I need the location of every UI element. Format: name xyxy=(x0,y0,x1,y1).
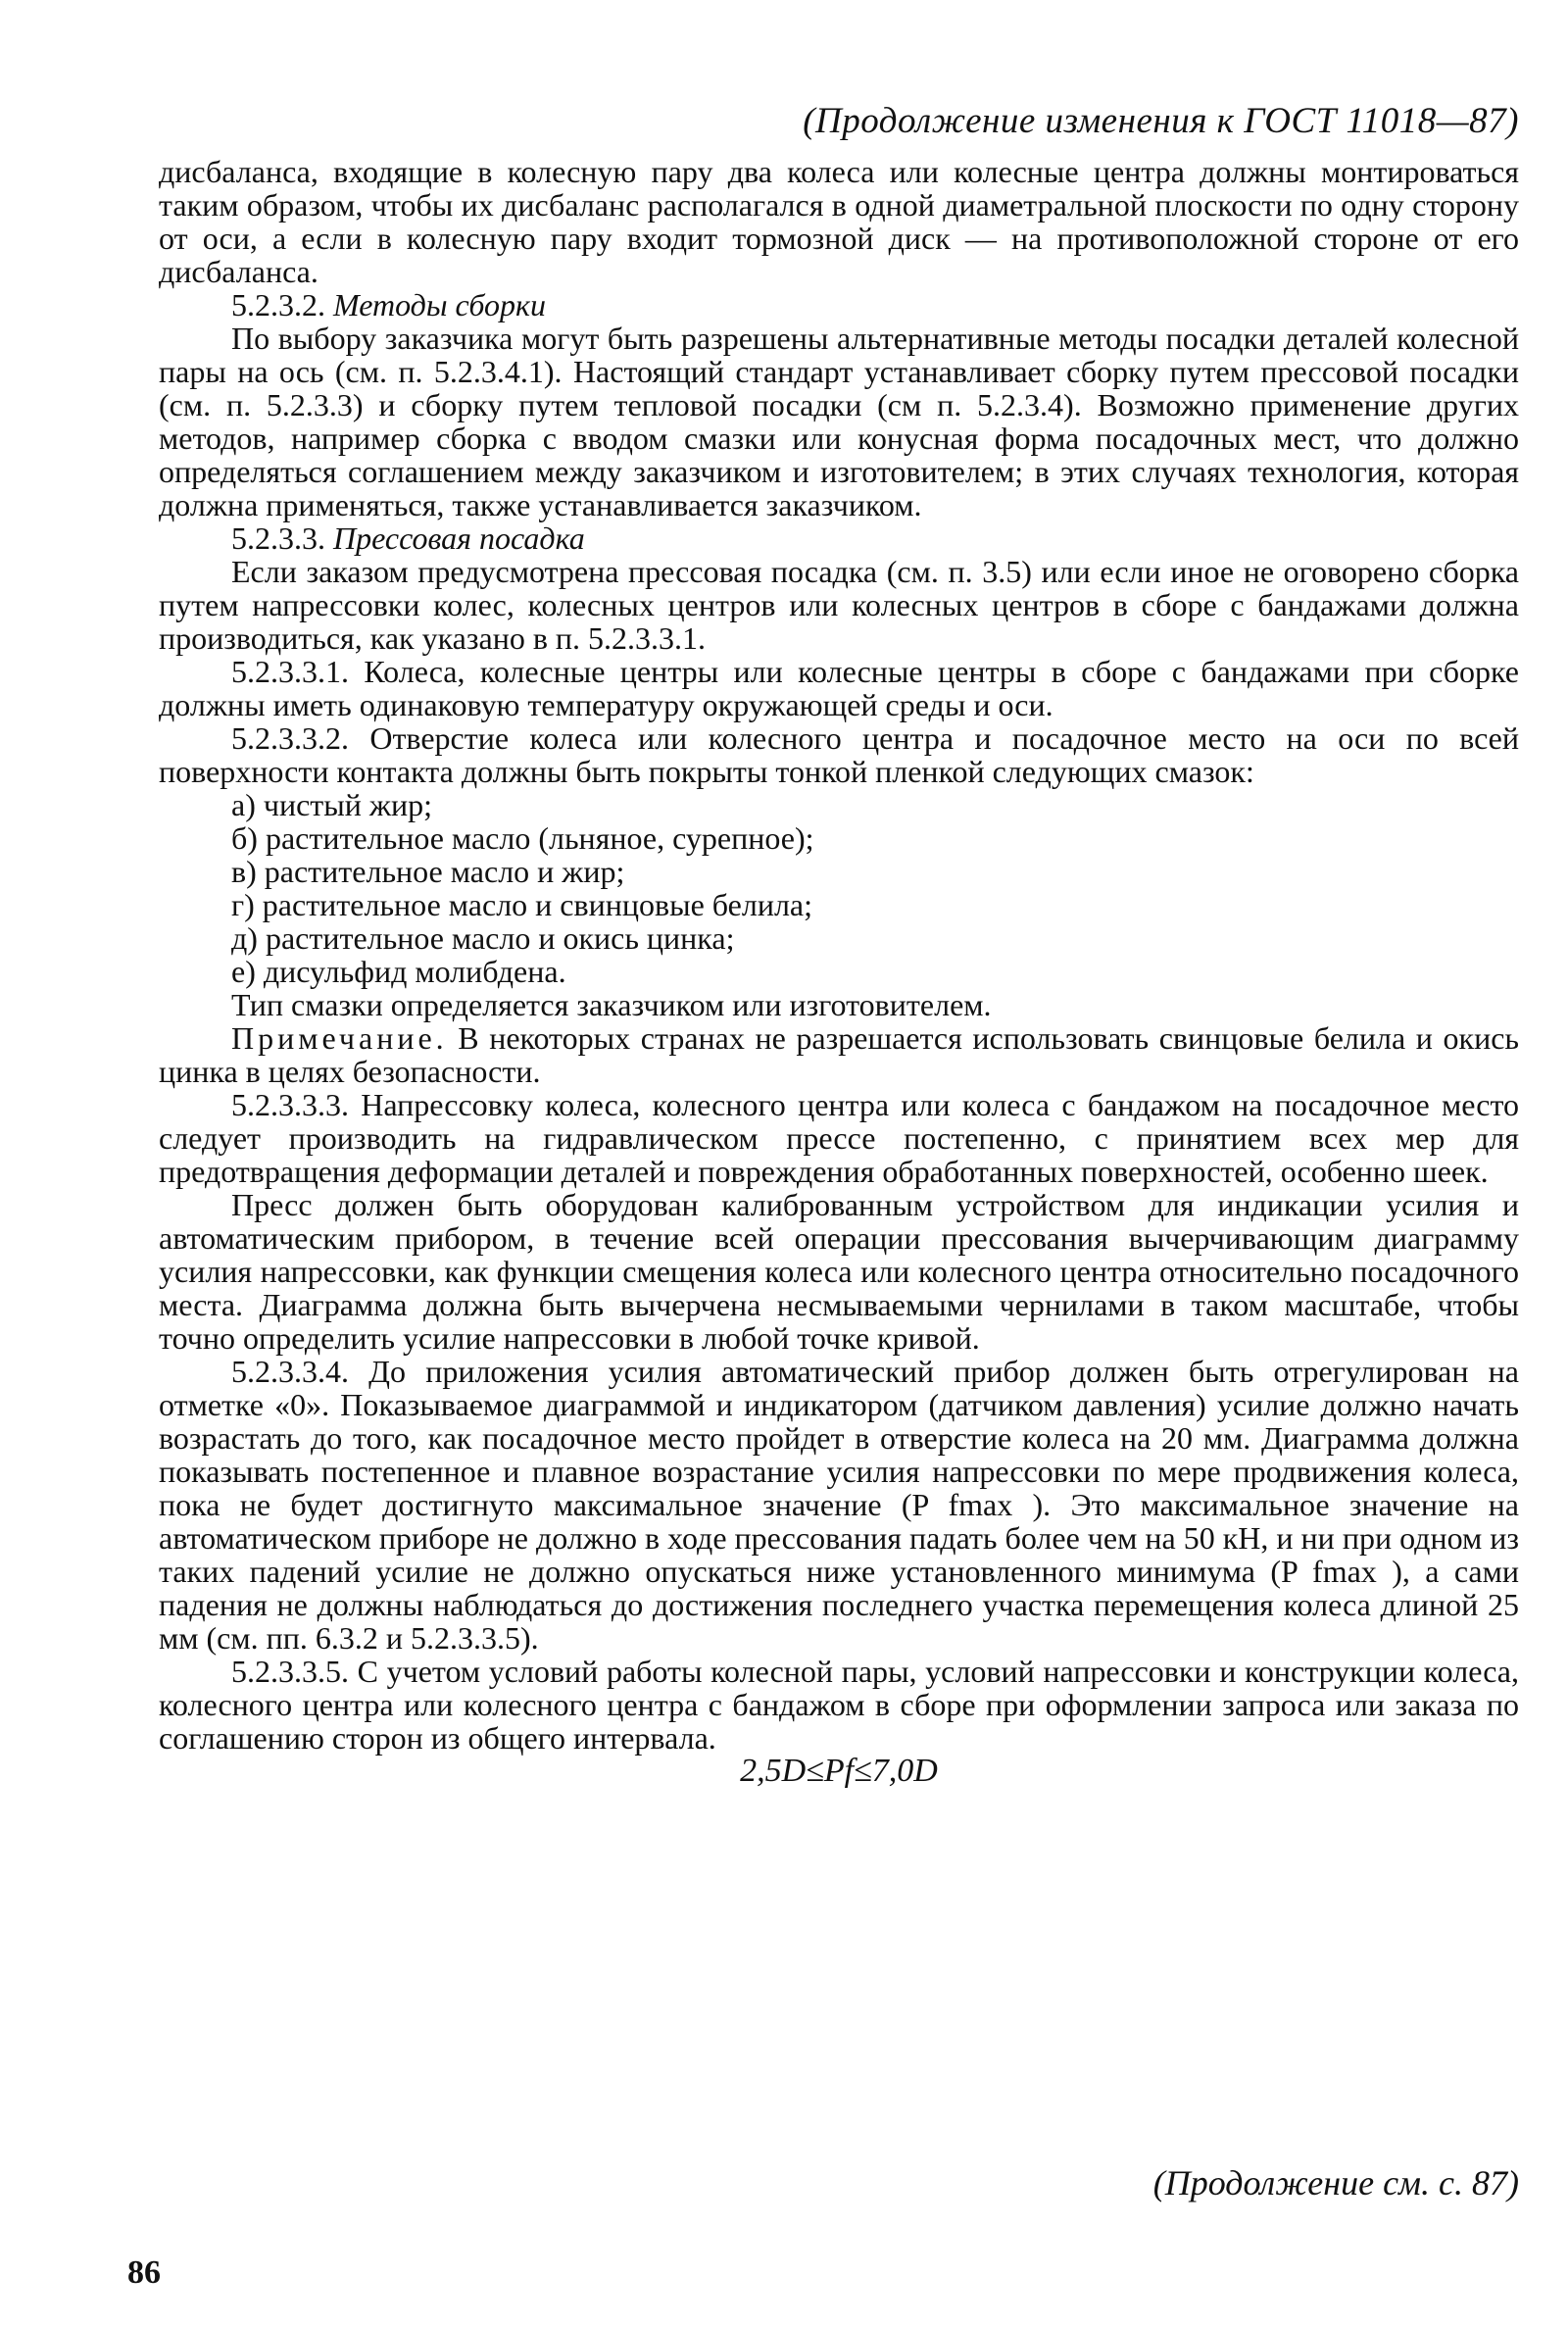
formula: 2,5D≤Pf≤7,0D xyxy=(740,1753,938,1789)
paragraph-5-2-3-3-5: 5.2.3.3.5. С учетом условий работы колесной пары, условий напрессовки и конструкции колеса, колесного центра или колесного центра с бандажом в сборе при оформлении запроса или заказа по соглашению сторон из общего интервала. xyxy=(159,1654,1519,1756)
paragraph-assembly-methods: По выбору заказчика могут быть разрешены альтернативные методы посадки деталей колесной пары на ось (см. п. 5.2.3.4.1). Настоящий стандарт устанавливает сборку путем прессовой посадки (см. п. 5.2.3.3) и сборку путем тепловой посадки (см п. 5.2.3.4). Возможно применение других методов, например сборка с вводом смазки или конусная форма посадочных мест, что должно определяться соглашением между заказчиком и изготовителем; в этих случаях технология, которая должна применяться, также устанавливается заказчиком. xyxy=(159,321,1519,522)
section-title: Прессовая посадка xyxy=(333,520,585,556)
section-title: Методы сборки xyxy=(333,287,546,322)
note xyxy=(159,1021,1519,1088)
list-item: е) дисульфид молибдена. xyxy=(231,954,566,989)
section-heading-press-fit xyxy=(159,521,1519,555)
list-item: а) чистый жир; xyxy=(231,787,433,822)
paragraph-5-2-3-3-2: 5.2.3.3.2. Отверстие колеса или колесного центра и посадочное место на оси по всей поверхности контакта должны быть покрыты тонкой пленкой следующих смазок: xyxy=(159,720,1519,789)
list-item: в) растительное масло и жир; xyxy=(231,854,625,889)
list-item: б) растительное масло (льняное, сурепное); xyxy=(231,820,814,856)
paragraph-5-2-3-3-4: 5.2.3.3.4. До приложения усилия автоматический прибор должен быть отрегулирован на отметке «0». Показываемое диаграммой и индикатором (датчиком давления) усилие должно начать возрастать до того, как посадочное место пройдет в отверстие колеса на 20 мм. Диаграмма должна показывать постепенное и плавное возрастание усилия напрессовки по мере продвижения колеса, пока не будет достигнуто максимальное значение (P fmax ). Это максимальное значение на автоматическом приборе не должно в ходе прессования падать более чем на 50 кН, и ни при одном из таких падений усилие не должно опускаться ниже установленного минимума (P fmax ), а сами падения не должны наблюдаться до достижения последнего участка перемещения колеса длиной 25 мм (см. пп. 6.3.2 и 5.2.3.3.5). xyxy=(159,1354,1519,1656)
continuation-footer: (Продолжение см. с. 87) xyxy=(1152,2163,1519,2202)
running-header: (Продолжение изменения к ГОСТ 11018—87) xyxy=(803,101,1519,141)
body-text xyxy=(159,155,1519,1788)
paragraph-press-equipment: Пресс должен быть оборудован калиброванным устройством для индикации усилия и автоматическим прибором, в течение всей операции прессования вычерчивающим диаграмму усилия напрессовки, как функции смещения колеса или колесного центра относительно посадочного места. Диаграмма должна быть вычерчена несмываемыми чернилами в таком масштабе, чтобы точно определить усилие напрессовки в любой точке кривой. xyxy=(159,1187,1519,1356)
list-item: д) растительное масло и окись цинка; xyxy=(231,920,735,956)
paragraph-5-2-3-3-1: 5.2.3.3.1. Колеса, колесные центры или колесные центры в сборе с бандажами при сборке должны иметь одинаковую температуру окружающей среды и оси. xyxy=(159,654,1519,722)
section-heading-assembly-methods xyxy=(159,288,1519,322)
paragraph-press-fit: Если заказом предусмотрена прессовая посадка (см. п. 3.5) или если иное не оговорено сборка путем напрессовки колес, колесных центров или колесных центров в сборе с бандажами должна производиться, как указано в п. 5.2.3.3.1. xyxy=(159,554,1519,656)
note-text: В некоторых странах не разрешается использовать свинцовые белила и окись цинка в целях безопасности. xyxy=(159,1020,1520,1089)
page-number: 86 xyxy=(127,2254,161,2291)
list-item: г) растительное масло и свинцовые белила; xyxy=(231,887,813,922)
note-label: Примечание. xyxy=(231,1020,448,1056)
section-number: 5.2.3.3. xyxy=(231,520,325,556)
section-number: 5.2.3.2. xyxy=(231,287,325,322)
paragraph-continuation: дисбаланса, входящие в колесную пару два колеса или колесные центра должны монтироваться таким образом, чтобы их дисбаланс располагался в одной диаметральной плоскости по одну сторону от оси, а если в колесную пару входит тормозной диск — на противоположной стороне от его дисбаланса. xyxy=(159,154,1519,289)
paragraph-5-2-3-3-3: 5.2.3.3.3. Напрессовку колеса, колесного центра или колеса с бандажом на посадочное место следует производить на гидравлическом прессе постепенно, с принятием всех мер для предотвращения деформации деталей и повреждения обработанных поверхностей, особенно шеек. xyxy=(159,1087,1519,1189)
paragraph-lubricant-type: Тип смазки определяется заказчиком или изготовителем. xyxy=(231,987,992,1022)
lubricant-list xyxy=(159,788,1519,988)
